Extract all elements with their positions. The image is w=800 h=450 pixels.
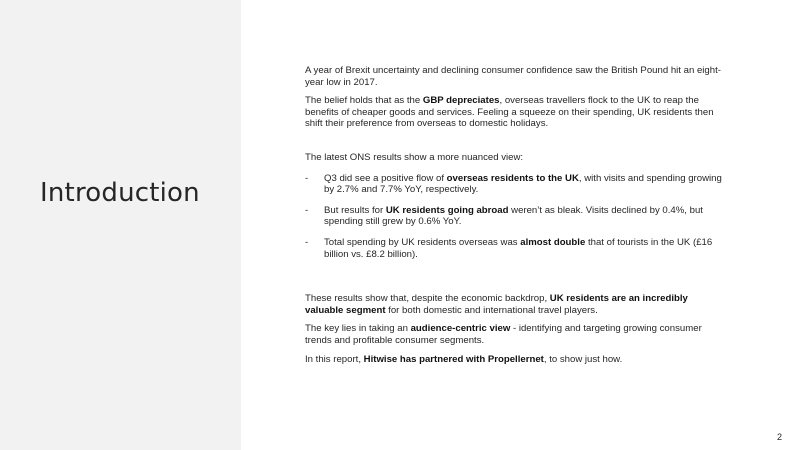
text-span: , overseas travellers flock to the UK to reap the benefits of cheaper goods and services. Feeling a squeeze on their spending, UK residents then shift their preference from overseas to domestic holidays. xyxy=(305,95,714,130)
bold-overseas-residents: overseas residents to the UK xyxy=(446,172,579,184)
text-span: These results show that, despite the economic backdrop, xyxy=(305,293,550,305)
text-span: Total spending by UK residents overseas was xyxy=(324,236,521,248)
text-span: , to show just how. xyxy=(543,353,623,365)
paragraph-key xyxy=(305,323,725,346)
bullet-dash: - xyxy=(305,204,309,216)
bold-valuable-segment: UK residents are an incredibly valuable segment xyxy=(305,293,688,316)
bullet-dash: - xyxy=(305,172,309,184)
bold-gbp-depreciates: GBP depreciates xyxy=(422,95,500,107)
bullet-dash: - xyxy=(305,236,309,248)
bold-hitwise-partnered: Hitwise has partnered with Propellernet xyxy=(363,353,544,365)
paragraph-brexit: A year of Brexit uncertainty and declining consumer confidence saw the British Pound hit an eight-year low in 2017. xyxy=(305,65,721,88)
bold-almost-double: almost double xyxy=(520,236,586,248)
text-span: weren’t as bleak. Visits declined by 0.4%, but spending still grew by 0.6% YoY. xyxy=(324,204,703,228)
paragraph-report xyxy=(305,354,725,366)
bullet-item xyxy=(305,237,725,260)
bullet-item xyxy=(305,205,725,228)
paragraph-ons-intro: The latest ONS results show a more nuanced view: xyxy=(305,151,524,163)
text-span: , with visits and spending growing by 2.7% and 7.7% YoY, respectively. xyxy=(324,172,722,196)
body-text xyxy=(305,65,725,365)
bold-uk-residents-abroad: UK residents going abroad xyxy=(385,204,509,216)
paragraph-gbp-belief xyxy=(305,95,725,130)
page-number: 2 xyxy=(776,432,782,442)
text-span: that of tourists in the UK (£16 billion vs. £8.2 billion). xyxy=(324,236,713,260)
text-span: The belief holds that as the xyxy=(305,95,423,107)
left-panel xyxy=(0,0,241,450)
text-span: for both domestic and international travel players. xyxy=(385,304,598,316)
text-span: But results for xyxy=(324,204,386,216)
text-span: In this report, xyxy=(305,353,364,365)
bullet-item xyxy=(305,173,725,196)
bold-audience-centric: audience-centric view xyxy=(410,323,511,335)
text-span: - identifying and targeting growing consumer trends and profitable consumer segments. xyxy=(305,323,702,346)
slide-title: Introduction xyxy=(40,178,200,208)
text-span: Q3 did see a positive flow of xyxy=(324,172,447,184)
bullet-list xyxy=(305,173,725,261)
text-span: The key lies in taking an xyxy=(305,323,411,335)
paragraph-results xyxy=(305,293,725,316)
